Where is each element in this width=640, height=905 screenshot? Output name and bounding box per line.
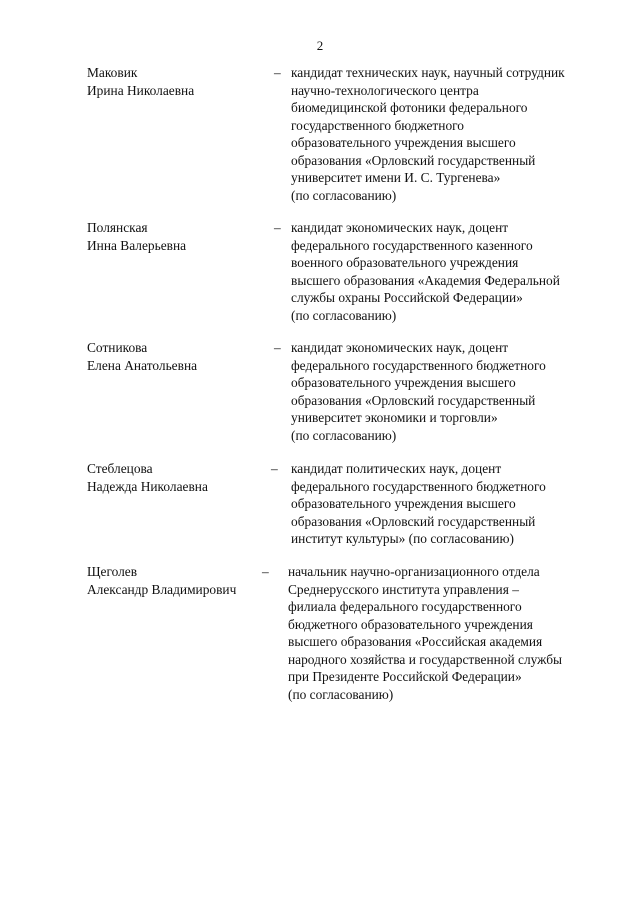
dash-separator: –	[274, 65, 281, 80]
dash-separator: –	[271, 461, 278, 476]
description-line: (по согласованию)	[291, 307, 397, 323]
description-line: институт культуры» (по согласованию)	[291, 531, 514, 546]
dash-separator: –	[274, 220, 281, 235]
member-description	[291, 64, 601, 204]
member-surname: Сотникова	[87, 340, 148, 355]
description-line: федерального государственного бюджетного	[291, 478, 546, 494]
description-line: (по согласованию)	[291, 427, 397, 443]
member-description	[291, 219, 601, 324]
description-line: федерального государственного бюджетного	[291, 357, 546, 373]
description-line: кандидат экономических наук, доцент	[291, 220, 509, 235]
description-line: кандидат технических наук, научный сотрудник	[291, 65, 565, 80]
member-given-names: Ирина Николаевна	[87, 82, 195, 98]
description-line: начальник научно-организационного отдела	[288, 564, 540, 579]
description-line: федерального государственного казенного	[291, 237, 533, 253]
description-line: образовательного учреждения высшего	[291, 496, 516, 511]
member-surname: Маковик	[87, 65, 138, 80]
member-description	[288, 563, 598, 703]
description-line: государственного бюджетного	[291, 117, 465, 133]
description-line: службы охраны Российской Федерации»	[291, 290, 523, 305]
description-line: университет имени И. С. Тургенева»	[291, 170, 501, 185]
description-line: филиала федерального государственного	[288, 599, 522, 614]
description-line: народного хозяйства и государственной службы	[288, 651, 563, 667]
member-name	[87, 563, 262, 598]
member-given-names: Александр Владимирович	[87, 581, 237, 597]
member-name	[87, 219, 262, 254]
description-line: научно-технологического центра	[291, 82, 479, 98]
description-line: кандидат экономических наук, доцент	[291, 340, 509, 355]
member-name	[87, 64, 262, 99]
description-line: образования «Орловский государственный	[291, 513, 536, 529]
description-line: высшего образования «Академия Федеральной	[291, 272, 560, 288]
description-line: высшего образования «Российская академия	[288, 634, 543, 649]
member-surname: Полянская	[87, 220, 148, 235]
description-line: Среднерусского института управления –	[288, 581, 519, 597]
member-given-names: Елена Анатольевна	[87, 357, 198, 373]
description-line: образовательного учреждения высшего	[291, 135, 516, 150]
description-line: при Президенте Российской Федерации»	[288, 669, 522, 684]
member-surname: Стеблецова	[87, 461, 153, 476]
description-line: образования «Орловский государственный	[291, 392, 536, 408]
description-line: кандидат политических наук, доцент	[291, 461, 502, 476]
member-name	[87, 339, 262, 374]
member-name	[87, 460, 262, 495]
dash-separator: –	[274, 340, 281, 355]
description-line: биомедицинской фотоники федерального	[291, 100, 528, 115]
dash-separator: –	[262, 564, 269, 579]
page-number: 2	[316, 38, 324, 53]
description-line: бюджетного образовательного учреждения	[288, 616, 533, 632]
member-surname: Щеголев	[87, 564, 138, 579]
description-line: университет экономики и торговли»	[291, 410, 498, 425]
description-line: военного образовательного учреждения	[291, 255, 519, 270]
member-description	[291, 339, 601, 444]
description-line: образования «Орловский государственный	[291, 152, 536, 168]
member-description	[291, 460, 601, 548]
description-line: образовательного учреждения высшего	[291, 375, 516, 390]
member-given-names: Инна Валерьевна	[87, 237, 187, 253]
description-line: (по согласованию)	[288, 686, 394, 702]
member-given-names: Надежда Николаевна	[87, 478, 208, 494]
description-line: (по согласованию)	[291, 187, 397, 203]
